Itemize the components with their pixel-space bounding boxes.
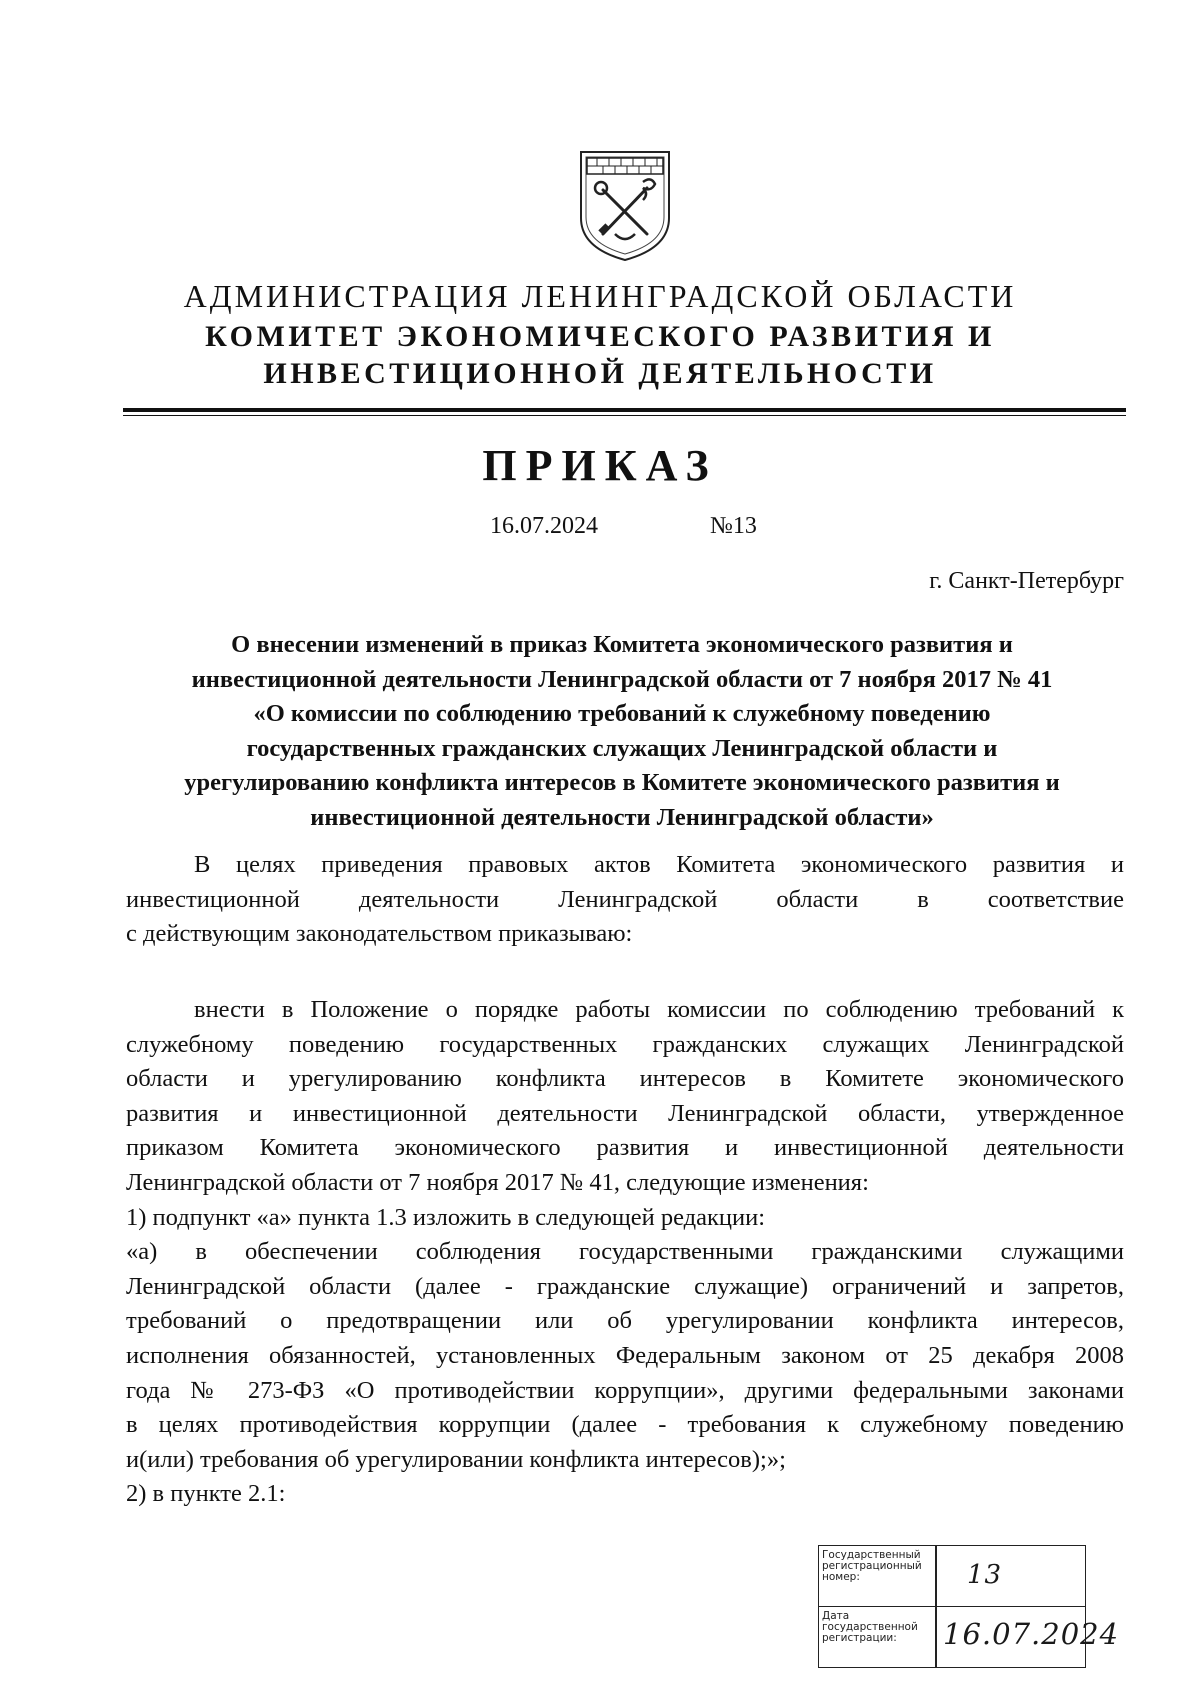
stamp-date-value: 16.07.2024 [943, 1617, 1120, 1651]
stamp-number-label: Государственный регистрационный номер: [822, 1549, 922, 1583]
title-line: инвестиционной деятельности Ленинградской области» [310, 803, 934, 831]
document-date: 16.07.2024 [490, 513, 598, 539]
body-line: в целях противодействия коррупции (далее - требования к служебному поведению [126, 1411, 1124, 1439]
preamble-line: инвестиционной деятельности Ленинградской области в соответствие [126, 885, 1124, 913]
body-line: требований о предотвращении или об урегулировании конфликта интересов, [126, 1307, 1124, 1335]
org-line-2: КОМИТЕТ ЭКОНОМИЧЕСКОГО РАЗВИТИЯ И [205, 320, 995, 353]
body-line: 2) в пункте 2.1: [126, 1480, 286, 1508]
body-line: года № 273-ФЗ «О противодействии коррупции», другими федеральными законами [126, 1376, 1124, 1404]
body-line: развития и инвестиционной деятельности Ленинградской области, утвержденное [126, 1099, 1124, 1127]
preamble-paragraph [126, 848, 1124, 952]
header-rule-thick [123, 408, 1126, 412]
title-line: инвестиционной деятельности Ленинградской области от 7 ноября 2017 № 41 [191, 665, 1053, 693]
order-body [126, 993, 1124, 1512]
stamp-date-row [819, 1607, 1120, 1667]
stamp-number-value: 13 [967, 1560, 1003, 1590]
body-line: внести в Положение о порядке работы комиссии по соблюдению требований к [194, 996, 1124, 1023]
org-line-1: АДМИНИСТРАЦИЯ ЛЕНИНГРАДСКОЙ ОБЛАСТИ [183, 278, 1017, 314]
stamp-number-row [819, 1546, 1085, 1607]
body-line: Ленинградской области от 7 ноября 2017 № 41, следующие изменения: [126, 1168, 869, 1196]
title-line: О внесении изменений в приказ Комитета экономического развития и [231, 631, 1013, 658]
header-rule-thin [123, 415, 1126, 416]
body-line: исполнения обязанностей, установленных Федеральным законом от 25 декабря 2008 [126, 1341, 1124, 1369]
document-number: №13 [710, 513, 757, 539]
registration-stamp [818, 1545, 1120, 1668]
body-line: «а) в обеспечении соблюдения государственными гражданскими служащими [126, 1238, 1124, 1266]
body-line: и(или) требования об урегулировании конфликта интересов);»; [126, 1445, 786, 1473]
document-title [120, 628, 1124, 835]
title-line: «О комиссии по соблюдению требований к служебному поведению [253, 700, 991, 727]
body-line: служебному поведению государственных гражданских служащих Ленинградской [126, 1030, 1124, 1058]
stamp-date-label: Дата государственной регистрации: [822, 1610, 918, 1644]
title-line: государственных гражданских служащих Ленинградской области и [246, 734, 998, 762]
body-line: Ленинградской области (далее - гражданские служащие) ограничений и запретов, [126, 1272, 1124, 1300]
coat-of-arms-icon [577, 148, 673, 264]
document-type: ПРИКАЗ [482, 441, 718, 490]
org-line-3: ИНВЕСТИЦИОННОЙ ДЕЯТЕЛЬНОСТИ [263, 357, 937, 390]
document-city: г. Санкт-Петербург [929, 568, 1124, 594]
body-line: области и урегулированию конфликта интересов в Комитете экономического [126, 1065, 1124, 1093]
body-line: 1) подпункт «а» пункта 1.3 изложить в следующей редакции: [126, 1203, 766, 1231]
preamble-line: В целях приведения правовых актов Комитета экономического развития и [194, 851, 1124, 878]
preamble-line: с действующим законодательством приказываю: [126, 920, 633, 948]
title-line: урегулированию конфликта интересов в Комитете экономического развития и [184, 769, 1060, 796]
body-line: приказом Комитета экономического развития и инвестиционной деятельности [126, 1134, 1124, 1162]
